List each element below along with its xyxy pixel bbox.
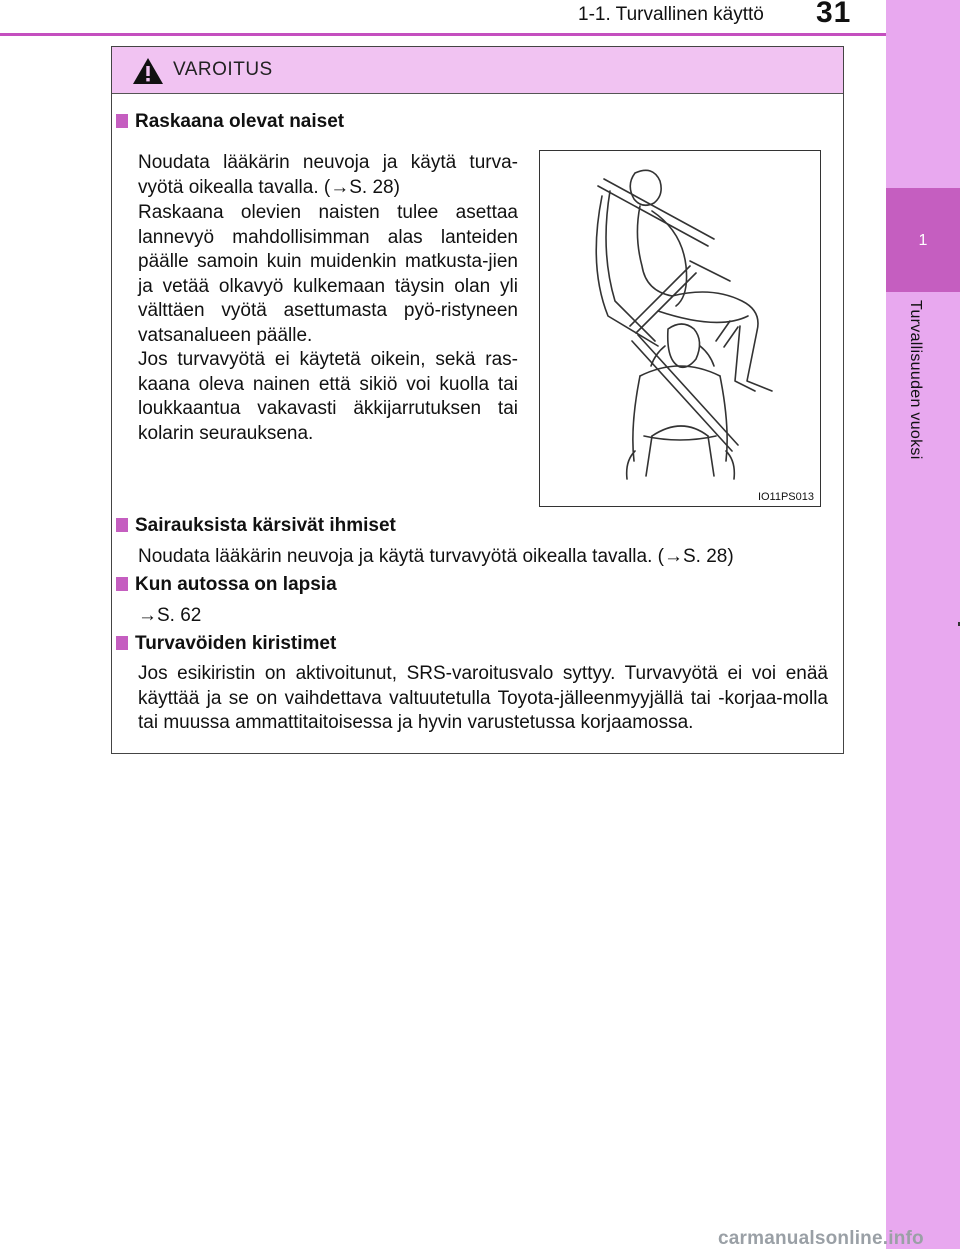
watermark: carmanualsonline.info bbox=[718, 1228, 924, 1249]
illustration-code: IO11PS013 bbox=[757, 491, 814, 503]
section-heading-text: Turvavöiden kiristimet bbox=[135, 633, 337, 654]
warning-header bbox=[112, 47, 843, 94]
warning-box bbox=[111, 46, 844, 754]
paragraph: Noudata lääkärin neuvoja ja käytä turvavyötä oikealla tavalla. (→S. 28) bbox=[138, 546, 734, 567]
section-heading-children bbox=[116, 574, 337, 596]
bullet-square-icon bbox=[116, 577, 128, 591]
paragraph: →S. 62 bbox=[138, 605, 202, 626]
paragraph: Jos esikiristin on aktivoitunut, SRS-varoitusvalo syttyy. Turvavyötä ei voi enää käyttää ja se on vaihdettava valtuutetulla Toyota-jälleenmyyjällä tai -korjaa-molla tai muussa ammattitaitoisessa ja hyvin varustetussa korjaamossa. bbox=[138, 663, 828, 733]
warning-title: VAROITUS bbox=[173, 59, 273, 80]
section-heading-pretensioners bbox=[116, 633, 336, 655]
page-number: 31 bbox=[816, 0, 852, 29]
warning-triangle-icon bbox=[132, 57, 164, 85]
section-title: 1-1. Turvallinen käyttö bbox=[578, 4, 764, 25]
bullet-square-icon bbox=[116, 636, 128, 650]
section-heading-illness bbox=[116, 515, 396, 537]
chapter-tab-number: 1 bbox=[918, 232, 928, 249]
paragraph: Noudata lääkärin neuvoja ja käytä turva-vyötä oikealla tavalla. (→S. 28) bbox=[138, 152, 518, 198]
chapter-tab-label: Turvallisuuden vuoksi bbox=[907, 300, 924, 460]
bullet-square-icon bbox=[116, 518, 128, 532]
paragraph: Jos turvavyötä ei käytetä oikein, sekä ras-kaana oleva nainen että sikiö voi kuolla tai loukkaantua vakavasti äkkijarrutuksen tai kolarin seurauksena. bbox=[138, 349, 518, 444]
paragraph: Raskaana olevien naisten tulee asettaa lannevyö mahdollisimman alas lanteiden päälle samoin kuin muidenkin matkusta-jien ja vetää olkavyö kulkemaan täysin olan yli välttäen vyötä asettumasta pyö-ristyneen vatsanalueen päälle. bbox=[138, 202, 518, 346]
section-heading-text: Sairauksista kärsivät ihmiset bbox=[135, 515, 396, 536]
section-heading-pregnant bbox=[116, 111, 344, 133]
pregnant-woman-seatbelt-icon bbox=[540, 151, 820, 481]
header-rule bbox=[0, 33, 886, 36]
section-heading-text: Kun autossa on lapsia bbox=[135, 574, 337, 595]
seatbelt-illustration bbox=[539, 150, 821, 507]
bullet-square-icon bbox=[116, 114, 128, 128]
section-heading-text: Raskaana olevat naiset bbox=[135, 111, 345, 132]
